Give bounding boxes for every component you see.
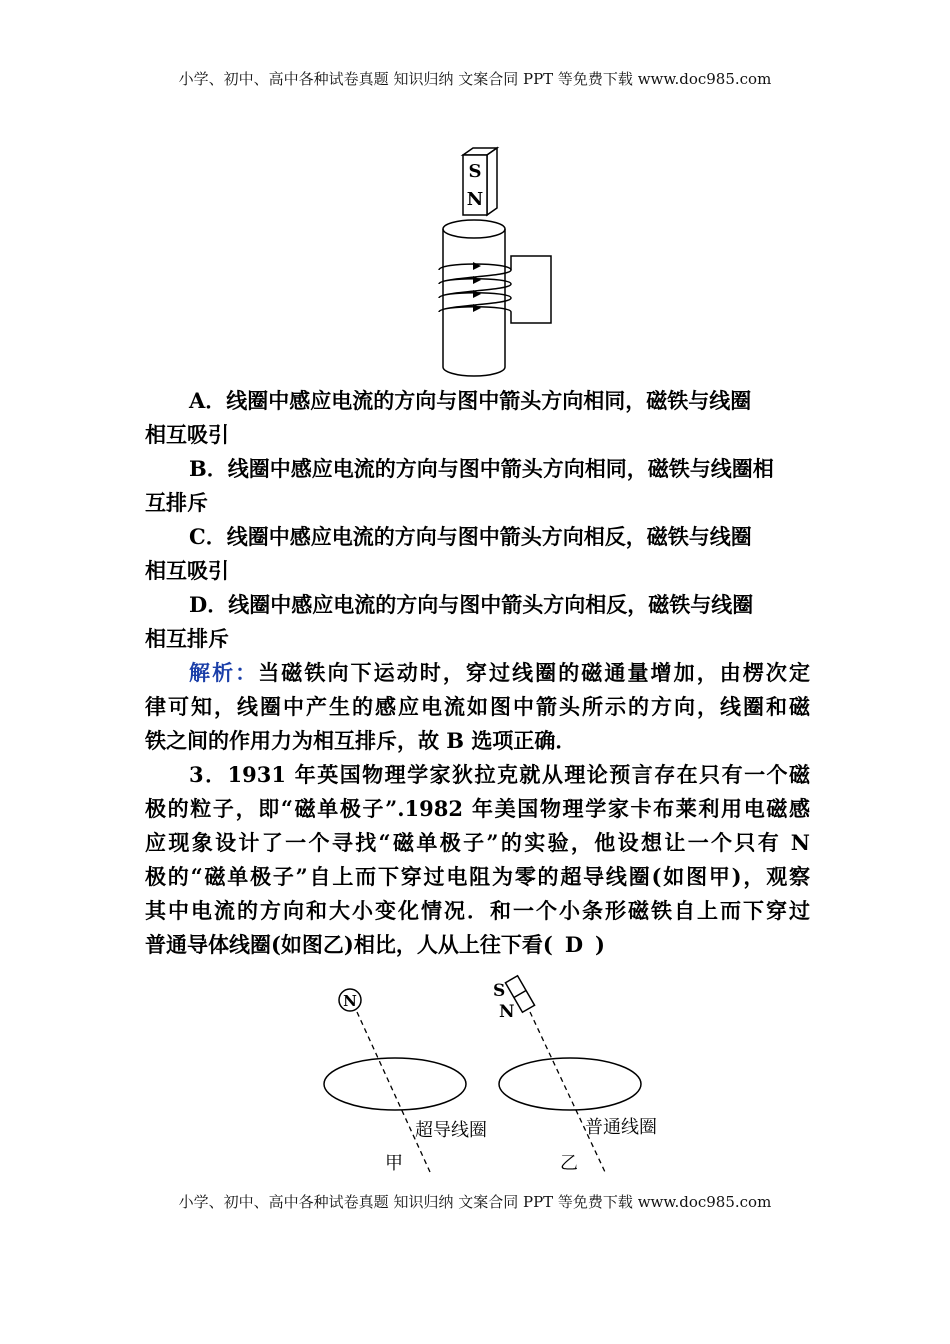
page-header: 小学、初中、高中各种试卷真题 知识归纳 文案合同 PPT 等免费下载 www.doc985.com bbox=[178, 70, 772, 88]
bar-magnet bbox=[463, 148, 497, 215]
analysis-line3: 铁之间的作用力为相互排斥，故 B 选项正确． bbox=[145, 728, 577, 753]
option-d-line2: 相互排斥 bbox=[145, 626, 229, 651]
figure-jia bbox=[324, 989, 487, 1174]
magnet-s-label: S bbox=[493, 981, 506, 1001]
coil-windings bbox=[439, 256, 551, 323]
caption-jia: 甲 bbox=[385, 1153, 403, 1174]
question-3-line1: 3．1931 年英国物理学家狄拉克就从理论预言存在只有一个磁 bbox=[189, 762, 810, 787]
magnet-n-label: N bbox=[499, 1002, 515, 1022]
analysis-line2: 律可知，线圈中产生的感应电流如图中箭头所示的方向，线圈和磁 bbox=[145, 694, 810, 719]
analysis-line1 bbox=[145, 656, 810, 690]
analysis-label: 解析： bbox=[189, 660, 259, 685]
solenoid-cylinder bbox=[443, 220, 505, 376]
question-3-line2: 极的粒子，即“磁单极子”.1982 年美国物理学家卡布莱利用电磁感 bbox=[145, 796, 810, 821]
figure-monopole-experiment bbox=[315, 972, 685, 1180]
page-footer: 小学、初中、高中各种试卷真题 知识归纳 文案合同 PPT 等免费下载 www.doc985.com bbox=[178, 1193, 772, 1211]
ordinary-coil-label: 普通线圈 bbox=[585, 1117, 657, 1138]
monopole-label: N bbox=[343, 992, 357, 1010]
analysis-text1: 当磁铁向下运动时，穿过线圈的磁通量增加，由楞次定 bbox=[258, 660, 810, 685]
option-b-line2: 互排斥 bbox=[145, 490, 208, 515]
option-d-line1: D．线圈中感应电流的方向与图中箭头方向相反，磁铁与线圈 bbox=[189, 592, 754, 617]
option-c-line2: 相互吸引 bbox=[145, 558, 229, 583]
magnet-path bbox=[530, 1012, 605, 1172]
option-b-line1: B．线圈中感应电流的方向与图中箭头方向相同，磁铁与线圈相 bbox=[189, 456, 774, 481]
figure-magnet-solenoid bbox=[425, 145, 565, 380]
caption-yi: 乙 bbox=[560, 1153, 578, 1174]
question-3-line5: 其中电流的方向和大小变化情况．和一个小条形磁铁自上而下穿过 bbox=[145, 898, 810, 923]
superconducting-coil bbox=[324, 1058, 466, 1110]
monopole-path bbox=[357, 1012, 430, 1172]
answer-choice: D bbox=[564, 932, 584, 957]
question-3-line3: 应现象设计了一个寻找“磁单极子”的实验，他设想让一个只有 N bbox=[145, 830, 810, 855]
option-a-line1: A．线圈中感应电流的方向与图中箭头方向相同，磁铁与线圈 bbox=[189, 388, 752, 413]
question-3-line6 bbox=[145, 928, 810, 962]
question-2-options bbox=[145, 384, 810, 962]
option-a-line2: 相互吸引 bbox=[145, 422, 229, 447]
question-3-bracket-close: ) bbox=[595, 932, 605, 957]
magnet-n-pole: N bbox=[466, 189, 484, 210]
question-3-line4: 极的“磁单极子”自上而下穿过电阻为零的超导线圈(如图甲)，观察 bbox=[145, 864, 810, 889]
magnet-s-pole: S bbox=[468, 161, 482, 182]
question-3-stem-end: 普通导体线圈(如图乙)相比，人从上往下看( bbox=[145, 932, 553, 957]
superconducting-coil-label: 超导线圈 bbox=[415, 1120, 487, 1141]
figure-yi bbox=[493, 976, 657, 1174]
ordinary-coil bbox=[499, 1058, 641, 1110]
option-c-line1: C．线圈中感应电流的方向与图中箭头方向相反，磁铁与线圈 bbox=[189, 524, 752, 549]
